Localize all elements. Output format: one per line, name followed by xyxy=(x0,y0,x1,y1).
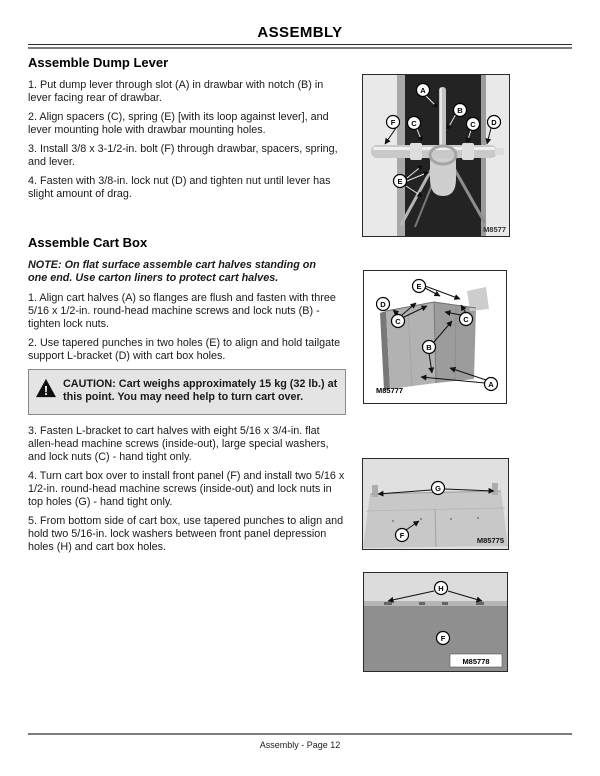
footer-page-label: Assembly - Page 12 xyxy=(259,740,341,750)
svg-text:F: F xyxy=(399,530,405,540)
step-text: 3. Install 3/8 x 3-1/2-in. bolt (F) through drawbar, spacers, spring, and lever. xyxy=(28,143,338,168)
figure-id-label: M85775 xyxy=(476,536,504,545)
cart-halves-illustration xyxy=(364,271,506,403)
svg-text:!: ! xyxy=(43,382,49,398)
svg-text:B: B xyxy=(457,105,463,115)
header-rule-thick xyxy=(28,47,572,49)
svg-text:F: F xyxy=(440,633,446,643)
note-text: NOTE: On flat surface assemble cart halves standing on one end. Use carton liners to protect cart halves. xyxy=(28,259,316,284)
step-text: 1. Align cart halves (A) so flanges are flush and fasten with three 5/16 x 1/2-in. round-head machine screws and lock nuts (B) - tighten lock nuts. xyxy=(28,292,336,330)
top-hole-post-right xyxy=(492,483,498,495)
figure-front-panel-photo xyxy=(362,458,509,550)
bolt-tip xyxy=(495,148,504,155)
svg-text:D: D xyxy=(380,299,386,309)
step-text: 5. From bottom side of cart box, use tapered punches to align and hold two 5/16-in. lock washers between front panel depression holes (H) and cart box holes. xyxy=(28,515,344,553)
step-text: 1. Put dump lever through slot (A) in drawbar with notch (B) in lever facing rear of drawbar. xyxy=(28,79,324,104)
svg-text:E: E xyxy=(416,281,422,291)
top-hole-post-left xyxy=(372,485,378,497)
figure-panel-bottom-photo xyxy=(363,572,508,672)
svg-text:G: G xyxy=(435,483,441,493)
step-text: 4. Turn cart box over to install front panel (F) and install two 5/16 x 1/2-in. round-head machine screws (inside-out) and lock nuts in top holes (G) - hand tight only. xyxy=(28,470,345,508)
spacer-left xyxy=(410,143,422,160)
caution-text: CAUTION: Cart weighs approximately 15 kg (32 lb.) at this point. You may need help to turn cart over. xyxy=(63,378,338,403)
header-rule-thin xyxy=(28,44,572,45)
svg-text:A: A xyxy=(420,85,426,95)
warning-triangle-icon xyxy=(35,378,57,398)
svg-text:F: F xyxy=(390,117,396,127)
svg-text:B: B xyxy=(426,342,432,352)
step-text: 2. Use tapered punches in two holes (E) to align and hold tailgate support L-bracket (D) with cart box holes. xyxy=(28,337,341,362)
svg-text:D: D xyxy=(491,117,497,127)
svg-text:C: C xyxy=(463,314,469,324)
front-panel-illustration xyxy=(363,459,508,549)
figure-id-label: M85777 xyxy=(376,386,404,395)
footer-rule xyxy=(28,733,572,735)
panel-bottom-illustration xyxy=(364,573,507,671)
figure-id-label: M8577 xyxy=(483,225,506,234)
spacer-right xyxy=(462,143,474,160)
section-heading-cart-box: Assemble Cart Box xyxy=(28,235,148,250)
svg-text:C: C xyxy=(470,119,476,129)
step-text: 4. Fasten with 3/8-in. lock nut (D) and tighten nut until lever has slight amount of drag. xyxy=(28,175,331,200)
section-heading-dump-lever: Assemble Dump Lever xyxy=(28,55,169,70)
figure-id-label: M85778 xyxy=(462,657,490,666)
page-title: ASSEMBLY xyxy=(257,24,343,41)
step-text: 3. Fasten L-bracket to cart halves with eight 5/16 x 3/4-in. flat allen-head machine screws (inside-out), large special washers, and lock nuts (C) - hand tight only. xyxy=(28,425,329,463)
figure-dump-lever-photo xyxy=(362,74,510,237)
svg-text:E: E xyxy=(397,176,403,186)
caution-box xyxy=(28,369,346,415)
svg-text:C: C xyxy=(395,316,401,326)
step-text: 2. Align spacers (C), spring (E) [with its loop against lever], and lever mounting hole with drawbar mounting holes. xyxy=(28,111,329,136)
svg-text:H: H xyxy=(438,583,444,593)
figure-cart-halves-photo xyxy=(363,270,507,404)
svg-text:C: C xyxy=(411,118,417,128)
dump-lever-illustration xyxy=(363,75,509,236)
text-column xyxy=(28,55,346,560)
svg-text:A: A xyxy=(488,379,494,389)
